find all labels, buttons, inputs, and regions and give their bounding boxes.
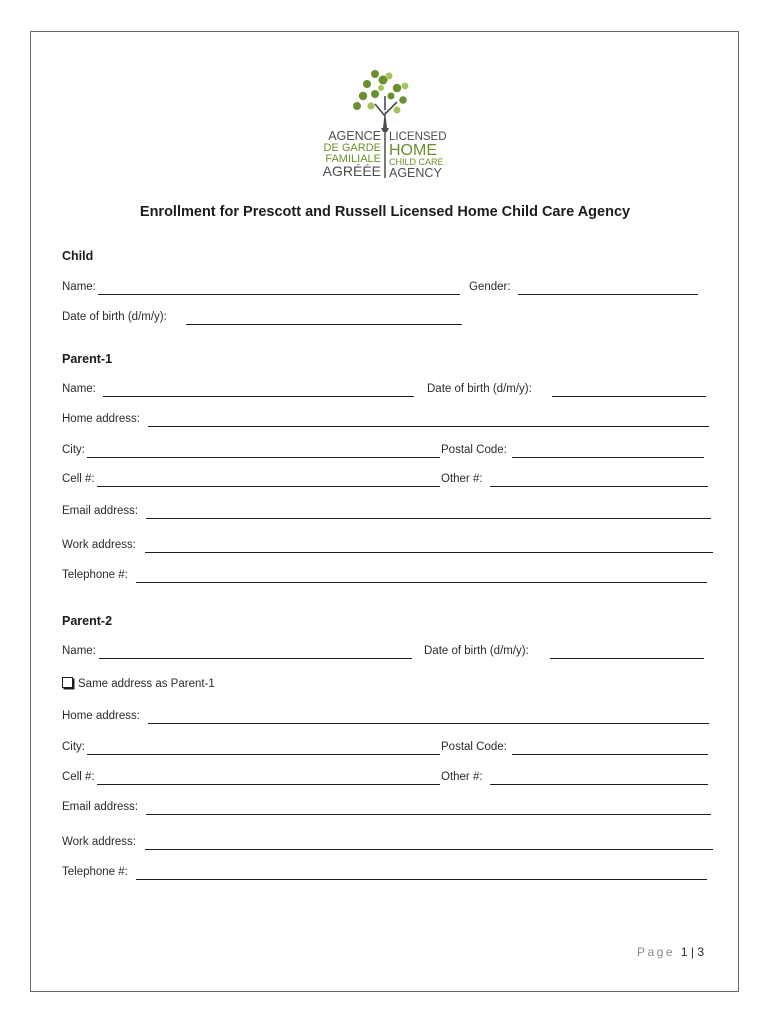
agency-logo <box>305 66 465 182</box>
parent1-city-field[interactable] <box>87 457 440 458</box>
page-number: 1 | 3 <box>680 945 704 959</box>
child-heading: Child <box>62 249 94 263</box>
parent2-home-address-row <box>62 710 712 726</box>
parent2-telephone-field[interactable] <box>136 879 707 880</box>
child-gender-label: Gender: <box>469 281 511 293</box>
same-address-label: Same address as Parent-1 <box>78 678 215 690</box>
parent1-telephone-row <box>62 569 712 585</box>
parent2-other-field[interactable] <box>490 784 708 785</box>
parent2-city-label: City: <box>62 741 85 753</box>
parent2-cell-row <box>62 771 712 787</box>
parent1-dob-field[interactable] <box>552 396 706 397</box>
child-dob-label: Date of birth (d/m/y): <box>62 311 167 323</box>
parent1-city-label: City: <box>62 444 85 456</box>
svg-text:CHILD CARE: CHILD CARE <box>389 157 444 167</box>
svg-text:LICENSED: LICENSED <box>389 131 447 143</box>
parent2-dob-field[interactable] <box>550 658 704 659</box>
parent2-dob-label: Date of birth (d/m/y): <box>424 645 529 657</box>
parent2-name-field[interactable] <box>99 658 412 659</box>
child-dob-row <box>62 311 712 327</box>
parent2-email-field[interactable] <box>146 814 711 815</box>
parent2-home-address-field[interactable] <box>148 723 709 724</box>
parent1-telephone-field[interactable] <box>136 582 707 583</box>
child-name-row <box>62 281 712 297</box>
parent1-dob-label: Date of birth (d/m/y): <box>427 383 532 395</box>
parent2-telephone-label: Telephone #: <box>62 866 128 878</box>
parent1-cell-row <box>62 473 712 489</box>
parent2-city-row <box>62 741 712 757</box>
parent1-postal-label: Postal Code: <box>441 444 507 456</box>
child-name-field[interactable] <box>98 294 460 295</box>
parent1-city-row <box>62 444 712 460</box>
parent2-email-row <box>62 801 714 817</box>
parent2-same-address-row <box>62 677 215 690</box>
parent1-other-label: Other #: <box>441 473 483 485</box>
parent1-work-row <box>62 539 714 555</box>
svg-text:HOME: HOME <box>389 142 437 159</box>
parent1-name-row <box>62 383 712 399</box>
parent1-home-address-row <box>62 413 712 429</box>
parent2-cell-field[interactable] <box>97 784 440 785</box>
parent2-work-row <box>62 836 714 852</box>
child-name-label: Name: <box>62 281 96 293</box>
parent1-other-field[interactable] <box>490 486 708 487</box>
parent1-telephone-label: Telephone #: <box>62 569 128 581</box>
parent1-work-field[interactable] <box>145 552 713 553</box>
parent1-work-label: Work address: <box>62 539 136 551</box>
svg-text:AGENCE: AGENCE <box>328 129 381 143</box>
parent2-email-label: Email address: <box>62 801 139 813</box>
parent1-heading: Parent-1 <box>62 352 113 366</box>
svg-text:DE GARDE: DE GARDE <box>323 142 381 154</box>
parent2-city-field[interactable] <box>87 754 440 755</box>
parent2-other-label: Other #: <box>441 771 483 783</box>
page-word: Page <box>636 945 676 959</box>
parent1-home-address-label: Home address: <box>62 413 140 425</box>
svg-text:AGRÉÉE: AGRÉÉE <box>322 163 381 179</box>
page-number-footer <box>637 945 704 959</box>
parent2-name-label: Name: <box>62 645 96 657</box>
parent1-name-field[interactable] <box>103 396 414 397</box>
parent1-postal-field[interactable] <box>512 457 704 458</box>
parent1-cell-field[interactable] <box>97 486 440 487</box>
svg-text:FAMILIALE: FAMILIALE <box>325 153 381 165</box>
same-address-checkbox[interactable] <box>62 677 73 688</box>
parent1-email-row <box>62 505 714 521</box>
parent1-email-label: Email address: <box>62 505 139 517</box>
svg-text:AGENCY: AGENCY <box>389 166 442 180</box>
parent2-work-label: Work address: <box>62 836 136 848</box>
parent2-telephone-row <box>62 866 712 882</box>
parent2-home-address-label: Home address: <box>62 710 140 722</box>
parent2-postal-field[interactable] <box>512 754 708 755</box>
parent2-work-field[interactable] <box>145 849 713 850</box>
parent1-email-field[interactable] <box>146 518 711 519</box>
child-gender-field[interactable] <box>518 294 698 295</box>
parent1-name-label: Name: <box>62 383 96 395</box>
child-dob-field[interactable] <box>186 324 462 325</box>
parent1-cell-label: Cell #: <box>62 473 95 485</box>
parent2-cell-label: Cell #: <box>62 771 95 783</box>
parent2-heading: Parent-2 <box>62 614 113 628</box>
document-title: Enrollment for Prescott and Russell Licensed Home Child Care Agency <box>139 204 631 220</box>
parent2-name-row <box>62 645 712 661</box>
tree-icon <box>305 66 465 182</box>
parent2-postal-label: Postal Code: <box>441 741 507 753</box>
parent1-home-address-field[interactable] <box>148 426 709 427</box>
